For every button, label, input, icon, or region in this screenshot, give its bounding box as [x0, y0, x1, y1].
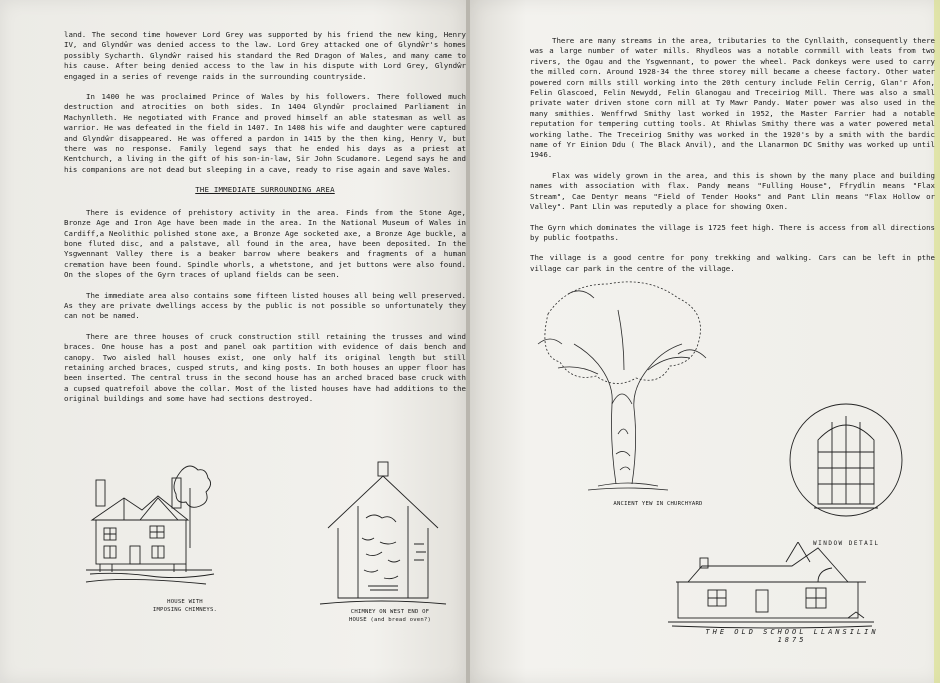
old-school-sketch — [668, 542, 874, 632]
paragraph: There are many streams in the area, tributaries to the Cynllaith, consequently there was a large number of water mills. Rhydleos was a notable cornmill with leats from two rivers, the Ogau and the Ysgwennant, to power the wheel. Pack donkeys were used to carry the milled corn. Around 1928-34 the three storey mill became a cheese factory. Other water powered corn mills still working into the 20th century include Felin Cerrig, Glan'r Afon, Felin Glascoed, Felin Newydd, Felin Glanogau and Treceiriog Mill. There was also a small private water driven stone corn mill at Ty Mawr Pandy. Water power was also used in the many smithies. Wenffrwd Smithy last worked in 1952, the Master Farrier had a notable reputation for tempering cutting tools. At Rhiwlas Smithy there was a water powered metal working lathe. The Treceiriog Smithy was worked in the 1920's by a smith with the bardic name of Yr Einion Ddu ( The Black Anvil), and the Llanarmon DC Smithy was worked up until 1946. — [530, 36, 935, 160]
caption-line: CHIMNEY ON WEST END OF — [350, 609, 430, 615]
section-heading: THE IMMEDIATE SURROUNDING AREA — [195, 185, 335, 195]
school-caption: THE OLD SCHOOL LLANSILIN 1875 — [705, 628, 879, 644]
paragraph: The Gyrn which dominates the village is 1725 feet high. There is access from all directions by public footpaths. — [530, 222, 935, 242]
window-detail-sketch — [786, 392, 908, 538]
yew-tree-sketch — [528, 274, 718, 496]
paragraph: There is evidence of prehistory activity in the area. Finds from the Stone Age, Bronze Age and Iron Age have been made in the area. In the National Museum of Wales in Cardiff,a Neolithic polished stone axe, a Bronze Age socketed axe, a Bronze Age buckle, a bone fluted disc, and a palstave, all found in the area, have been deposited. In the Ysgwennant Valley there is a beaker barrow where beakers and fragments of a human cremation have been found. Spindle whorls, a whetstone, and jet buttons were also found. On the slopes of the Gyrn traces of upland fields can be seen. — [64, 207, 466, 280]
caption-line: IMPOSING CHIMNEYS. — [152, 607, 218, 613]
house-caption — [150, 598, 220, 614]
paragraph: The immediate area also contains some fifteen listed houses all being well preserved. As they are private dwellings access by the public is not possible so unfortunately they can not be named. — [64, 290, 466, 321]
paragraph: Flax was widely grown in the area, and this is shown by the many place and building names with association with flax. Pandy means "Fulling House", Ffrydlin means "Flax Stream", Cae Dentyr means "Field of Tender Hooks" and Pant Llin means "Flax Hollow or Valley". Pant Llin was reputedly a place for showing Oxen. — [530, 170, 935, 212]
chimney-sketch — [318, 458, 448, 608]
right-text-column — [530, 36, 935, 284]
paragraph: land. The second time however Lord Grey was supported by his friend the new king, Henry IV, and Glyndŵr was denied access to the law. Lord Grey attacked one of Glyndŵr's homes possibly Sycharth. Glyndŵr raised his standard the Red Dragon of Wales, and many came to his cause. After being denied access to the law in his dispute with Lord Grey, Glyndŵr engaged in a series of revenge raids in the surrounding countryside. — [64, 30, 466, 81]
caption-line: HOUSE (and bread oven?) — [348, 617, 432, 623]
chimney-caption — [340, 608, 440, 624]
house-sketch — [82, 458, 222, 598]
left-text-column — [64, 30, 466, 415]
yew-caption: ANCIENT YEW IN CHURCHYARD — [613, 501, 703, 507]
paragraph: There are three houses of cruck construction still retaining the trusses and wind braces. One house has a post and panel oak partition with evidence of dais bench and canopy. Two aisled hall houses exist, one only half its original length but still retaining arched braces, cusped struts, and king posts. In both houses an upper floor has been inserted. The central truss in the second house has an arched braced base cruck with a cupsed quatrefoil above the collar. Most of the listed houses have had additions to the original buildings and some have had sections destroyed. — [64, 331, 466, 404]
window-caption: WINDOW DETAIL — [813, 540, 880, 547]
paragraph: In 1400 he was proclaimed Prince of Wales by his followers. There followed much destruction and atrocities on both sides. In 1404 Glyndŵr proclaimed Parliament in Machynlleth. He negotiated with France and proved himself an able statesman as well as warrior. He was defeated in the field in 1407. In 1408 his wife and daughter were captured and Glyndŵr disappeared. He was offered a pardon in 1415 by the then king, Henry V, but there was no response. Family legend says that he ended his days as a priest at Kentchurch, a living in the gift of his son-in-law, Sir John Scudamore. Legend says he and his companions are not dead but sleeping in a cave, ready to rise again and save Wales. — [64, 92, 466, 174]
caption-line: HOUSE WITH — [167, 599, 203, 605]
paragraph: The village is a good centre for pony trekking and walking. Cars can be left in pthe village car park in the centre of the village. — [530, 253, 935, 273]
